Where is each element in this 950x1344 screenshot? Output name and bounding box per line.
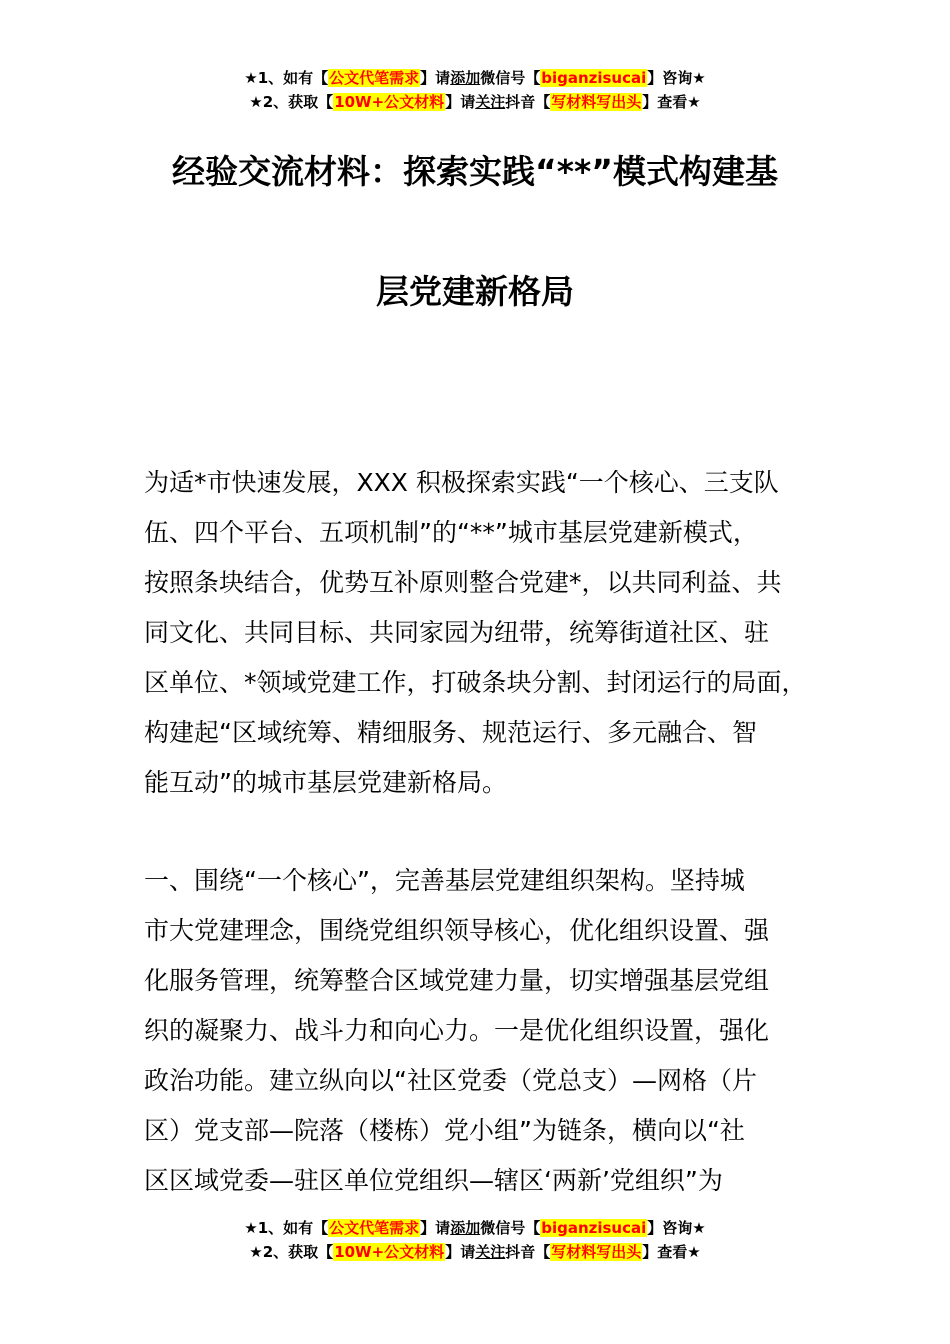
banner-text: 】查看★ bbox=[642, 1243, 701, 1261]
banner-text: 】咨询★ bbox=[647, 1219, 706, 1237]
highlight-wechat-id: biganzisucai bbox=[541, 69, 647, 87]
section-one-paragraph bbox=[144, 856, 844, 1206]
paragraph-line: 同文化、共同目标、共同家园为纽带，统筹街道社区、驻 bbox=[144, 618, 770, 647]
underlined-add: 添加 bbox=[450, 1219, 481, 1237]
banner-text: 】请 bbox=[420, 1219, 451, 1237]
highlight-ghostwriting: 公文代笔需求 bbox=[329, 1219, 420, 1237]
paragraph-line: 伍、四个平台、五项机制”的“**”城市基层党建新模式， bbox=[144, 518, 758, 547]
banner-text: ★2、获取【 bbox=[249, 93, 334, 111]
banner-text: 抖音【 bbox=[505, 93, 551, 111]
intro-paragraph bbox=[144, 458, 844, 808]
paragraph-line: 为适*市快速发展，XXX 积极探索实践“一个核心、三支队 bbox=[144, 468, 779, 497]
footer-banner bbox=[0, 1216, 950, 1264]
paragraph-line: 市大党建理念，围绕党组织领导核心，优化组织设置、强 bbox=[144, 916, 770, 945]
banner-line-1 bbox=[0, 1216, 950, 1240]
paragraph-line: 能互动”的城市基层党建新格局。 bbox=[144, 768, 507, 797]
header-banner bbox=[0, 66, 950, 114]
paragraph-line: 化服务管理，统筹整合区域党建力量，切实增强基层党组 bbox=[144, 966, 770, 995]
underlined-follow: 关注 bbox=[475, 1243, 506, 1261]
banner-text: 】查看★ bbox=[642, 93, 701, 111]
highlight-douyin-account: 写材料写出头 bbox=[551, 1243, 642, 1261]
highlight-ghostwriting: 公文代笔需求 bbox=[329, 69, 420, 87]
highlight-douyin-account: 写材料写出头 bbox=[551, 93, 642, 111]
paragraph-line: 构建起“区域统筹、精细服务、规范运行、多元融合、智 bbox=[144, 718, 757, 747]
paragraph-line: 织的凝聚力、战斗力和向心力。一是优化组织设置，强化 bbox=[144, 1016, 770, 1045]
banner-text: 】请 bbox=[445, 1243, 476, 1261]
banner-line-1 bbox=[0, 66, 950, 90]
paragraph-line: 区单位、*领域党建工作，打破条块分割、封闭运行的局面， bbox=[144, 668, 807, 697]
banner-text: 】请 bbox=[445, 93, 476, 111]
banner-text: 微信号【 bbox=[480, 1219, 541, 1237]
paragraph-line: 政治功能。建立纵向以“社区党委（党总支）—网格（片 bbox=[144, 1066, 757, 1095]
underlined-follow: 关注 bbox=[475, 93, 506, 111]
underlined-add: 添加 bbox=[450, 69, 481, 87]
banner-text: 】咨询★ bbox=[647, 69, 706, 87]
paragraph-line: 区）党支部—院落（楼栋）党小组”为链条，横向以“社 bbox=[144, 1116, 745, 1145]
banner-text: 】请 bbox=[420, 69, 451, 87]
banner-text: ★1、如有【 bbox=[244, 1219, 329, 1237]
banner-line-2 bbox=[0, 90, 950, 114]
banner-text: 抖音【 bbox=[505, 1243, 551, 1261]
banner-text: 微信号【 bbox=[480, 69, 541, 87]
paragraph-line: 区区域党委—驻区单位党组织—辖区‘两新’党组织”为 bbox=[144, 1166, 723, 1195]
document-title-line-1: 经验交流材料：探索实践“**”模式构建基 bbox=[172, 152, 778, 191]
document-title-line-2: 层党建新格局 bbox=[376, 272, 574, 311]
highlight-materials: 10W+公文材料 bbox=[334, 1243, 445, 1261]
banner-text: ★1、如有【 bbox=[244, 69, 329, 87]
paragraph-line: 一、围绕“一个核心”，完善基层党建组织架构。坚持城 bbox=[144, 866, 745, 895]
highlight-wechat-id: biganzisucai bbox=[541, 1219, 647, 1237]
banner-line-2 bbox=[0, 1240, 950, 1264]
highlight-materials: 10W+公文材料 bbox=[334, 93, 445, 111]
banner-text: ★2、获取【 bbox=[249, 1243, 334, 1261]
paragraph-line: 按照条块结合，优势互补原则整合党建*，以共同利益、共 bbox=[144, 568, 782, 597]
